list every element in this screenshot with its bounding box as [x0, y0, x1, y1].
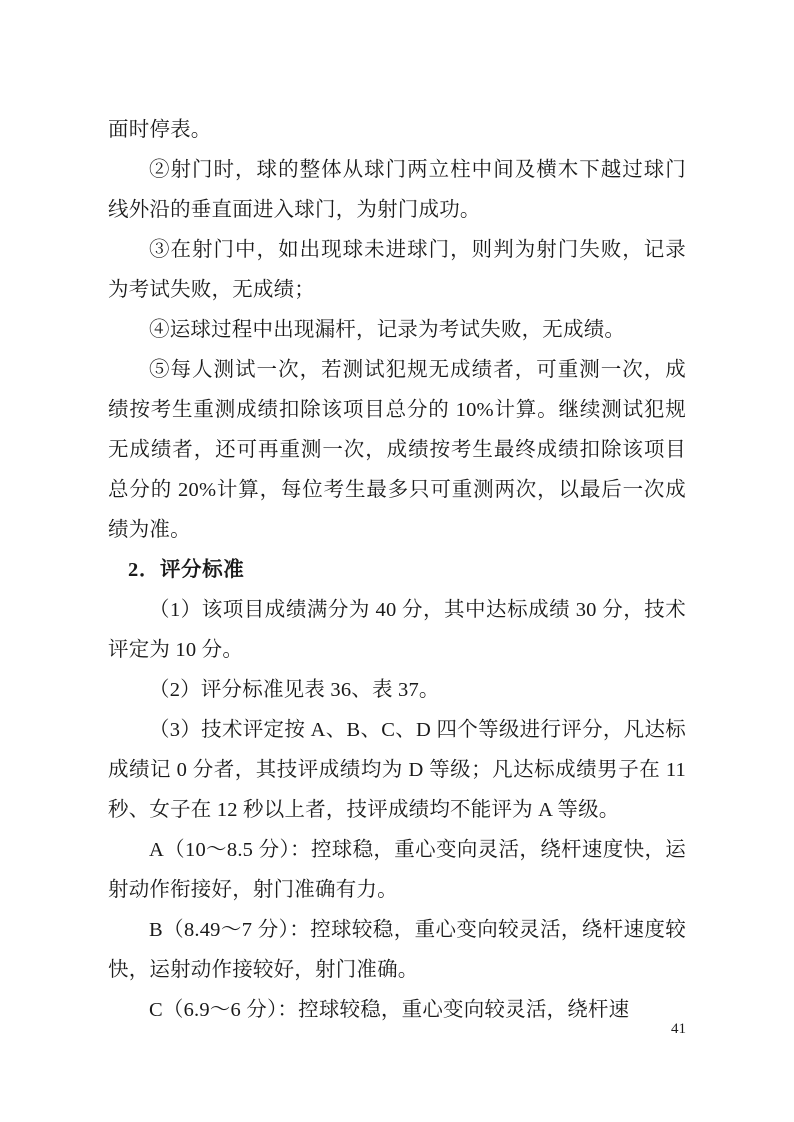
paragraph-item-5: ⑤每人测试一次，若测试犯规无成绩者，可重测一次，成绩按考生重测成绩扣除该项目总分的 10%计算。继续测试犯规无成绩者，还可再重测一次，成绩按考生最终成绩扣除该项目总分的 20%计算，每位考生最多只可重测两次，以最后一次成绩为准。: [108, 359, 686, 541]
page-number: 41: [671, 1021, 686, 1037]
paragraph-continuation: 面时停表。: [108, 119, 212, 141]
page-body: [108, 110, 686, 1030]
section-heading-scoring-standard: 2．评分标准: [128, 559, 245, 581]
paragraph-scoring-2: （2）评分标准见表 36、表 37。: [149, 679, 440, 701]
paragraph-grade-b: B（8.49～7 分）：控球较稳，重心变向较灵活，绕杆速度较快，运射动作接较好，射门准确。: [108, 919, 686, 981]
paragraph-grade-c: C（6.9～6 分）：控球较稳，重心变向较灵活，绕杆速: [149, 999, 630, 1021]
paragraph-item-3: ③在射门中，如出现球未进球门，则判为射门失败，记录为考试失败，无成绩；: [108, 239, 686, 301]
paragraph-scoring-1: （1）该项目成绩满分为 40 分，其中达标成绩 30 分，技术评定为 10 分。: [108, 599, 686, 661]
paragraph-item-2: ②射门时，球的整体从球门两立柱中间及横木下越过球门线外沿的垂直面进入球门，为射门成功。: [108, 159, 686, 221]
paragraph-grade-a: A（10～8.5 分）：控球稳，重心变向灵活，绕杆速度快，运射动作衔接好，射门准确有力。: [108, 839, 686, 901]
paragraph-item-4: ④运球过程中出现漏杆，记录为考试失败，无成绩。: [149, 319, 626, 341]
paragraph-scoring-3: （3）技术评定按 A、B、C、D 四个等级进行评分，凡达标成绩记 0 分者，其技评成绩均为 D 等级；凡达标成绩男子在 11 秒、女子在 12 秒以上者，技评成绩均不能评为 A 等级。: [108, 719, 686, 821]
